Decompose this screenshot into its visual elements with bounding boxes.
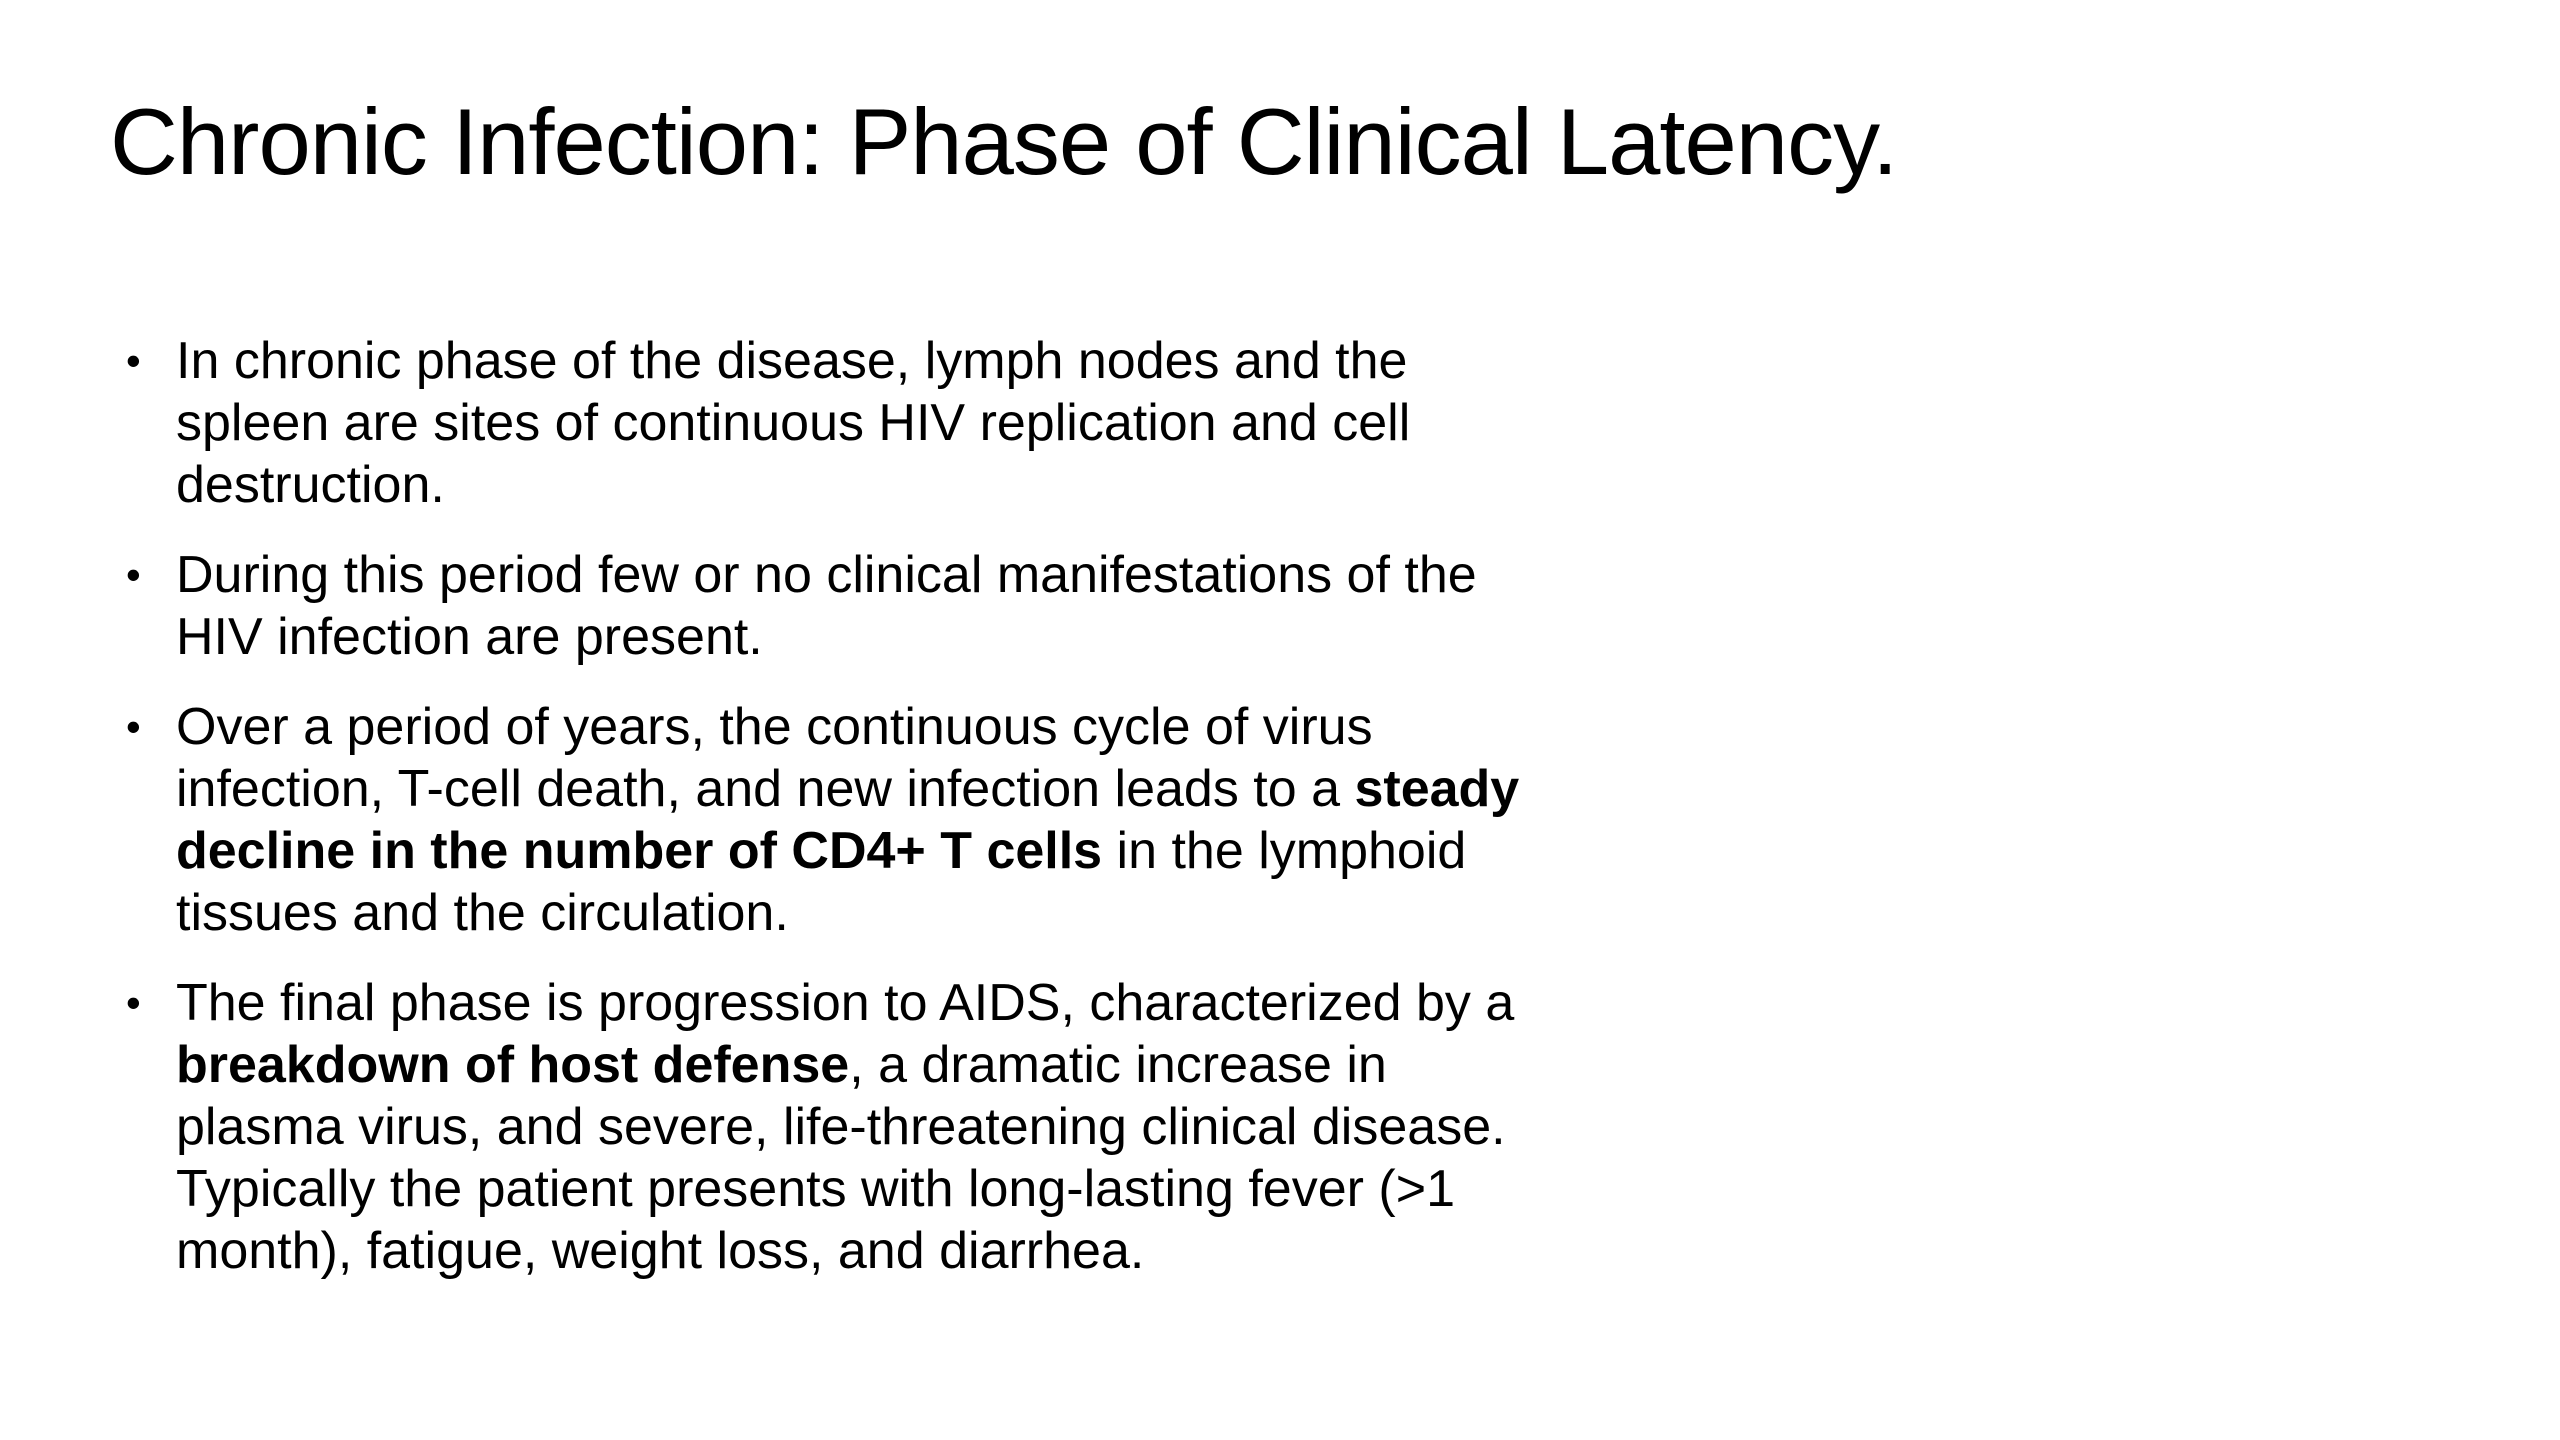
bullet-dot-icon: • <box>126 551 141 598</box>
bullet-item <box>110 696 1530 944</box>
bullet-text: During this period few or no clinical manifestations of the HIV infection are present. <box>176 546 1477 666</box>
bullet-text: The final phase is progression to AIDS, characterized by a <box>176 974 1515 1032</box>
bullet-text: , a dramatic increase in plasma virus, and severe, life-threatening clinical disease. Typically the patient presents with long-lasting fever (>1 month), fatigue, weight loss, and diarrhea. <box>176 1036 1506 1280</box>
bullet-item <box>110 330 1530 516</box>
bullet-dot-icon: • <box>126 337 141 384</box>
bullet-text-bold: breakdown of host defense <box>176 1036 850 1094</box>
slide-title: Chronic Infection: Phase of Clinical Latency. <box>110 89 1898 194</box>
bullet-text: in the lymphoid tissues and the circulation. <box>176 822 1467 942</box>
bullet-text: In chronic phase of the disease, lymph nodes and the spleen are sites of continuous HIV replication and cell destruction. <box>176 332 1411 514</box>
bullet-list <box>110 330 1530 1310</box>
bullet-dot-icon: • <box>126 703 141 750</box>
bullet-item <box>110 544 1530 668</box>
bullet-text: Over a period of years, the continuous cycle of virus infection, T-cell death, and new infection leads to a <box>176 698 1373 818</box>
bullet-item <box>110 972 1530 1282</box>
bullet-text-bold: steady decline in the number of CD4+ T cells <box>176 760 1520 880</box>
bullet-dot-icon: • <box>126 979 141 1026</box>
